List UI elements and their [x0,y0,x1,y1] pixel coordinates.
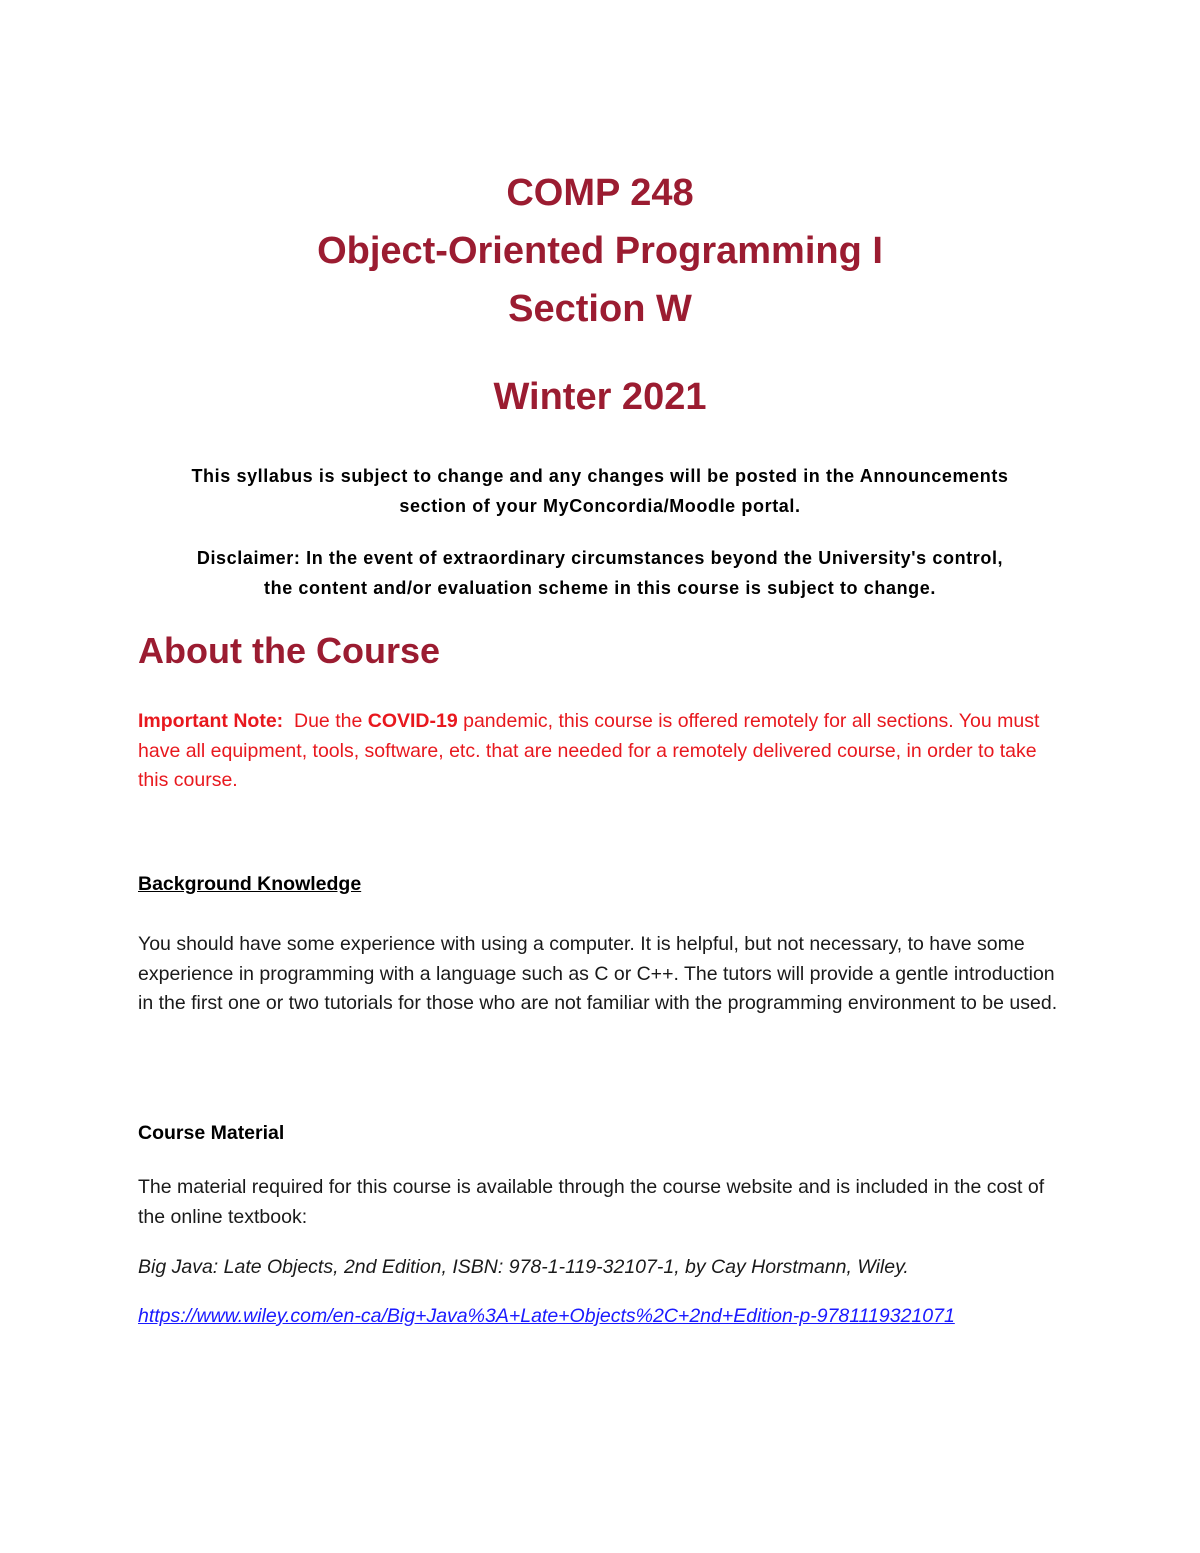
important-note [138,707,1058,796]
important-label: Important Note: [138,710,284,732]
textbook-citation: Big Java: Late Objects, 2nd Edition, ISBN: 978-1-119-32107-1, by Cay Horstmann, Wiley. [138,1256,909,1278]
course-code: COMP 248 [506,172,694,214]
disclaimer-line1: Disclaimer: In the event of extraordinary circumstances beyond the University's control, [196,548,1004,568]
background-text: You should have some experience with using a computer. It is helpful, but not necessary, to have some experience in programming with a language such as C or C++. The tutors will provide a gentle introduction in the first one or two tutorials for those who are not familiar with the programming environment to be used. [138,933,1058,1014]
syllabus-notice-line2: section of your MyConcordia/Moodle portal. [399,496,801,516]
disclaimer-line2: the content and/or evaluation scheme in this course is subject to change. [264,578,936,598]
disclaimer-notice [100,543,1100,603]
course-section: Section W [508,288,692,330]
important-pre: Due the [294,710,363,732]
background-heading: Background Knowledge [138,873,362,895]
material-heading: Course Material [138,1122,285,1144]
about-heading: About the Course [138,630,440,671]
important-post: pandemic, this course is offered remotely for all sections. You must have all equipment, tools, software, etc. that are needed for a remotely delivered course, in order to take this course. [138,710,1040,791]
covid-label: COVID-19 [367,710,458,732]
course-title: Object-Oriented Programming I [317,230,883,272]
material-text: The material required for this course is available through the course website and is included in the cost of the online textbook: [138,1176,1045,1228]
syllabus-notice-line1: This syllabus is subject to change and any changes will be posted in the Announcements [191,466,1009,486]
course-term: Winter 2021 [493,376,707,418]
syllabus-notice [100,461,1100,521]
textbook-link[interactable]: https://www.wiley.com/en-ca/Big+Java%3A+Late+Objects%2C+2nd+Edition-p-9781119321071 [138,1305,955,1327]
